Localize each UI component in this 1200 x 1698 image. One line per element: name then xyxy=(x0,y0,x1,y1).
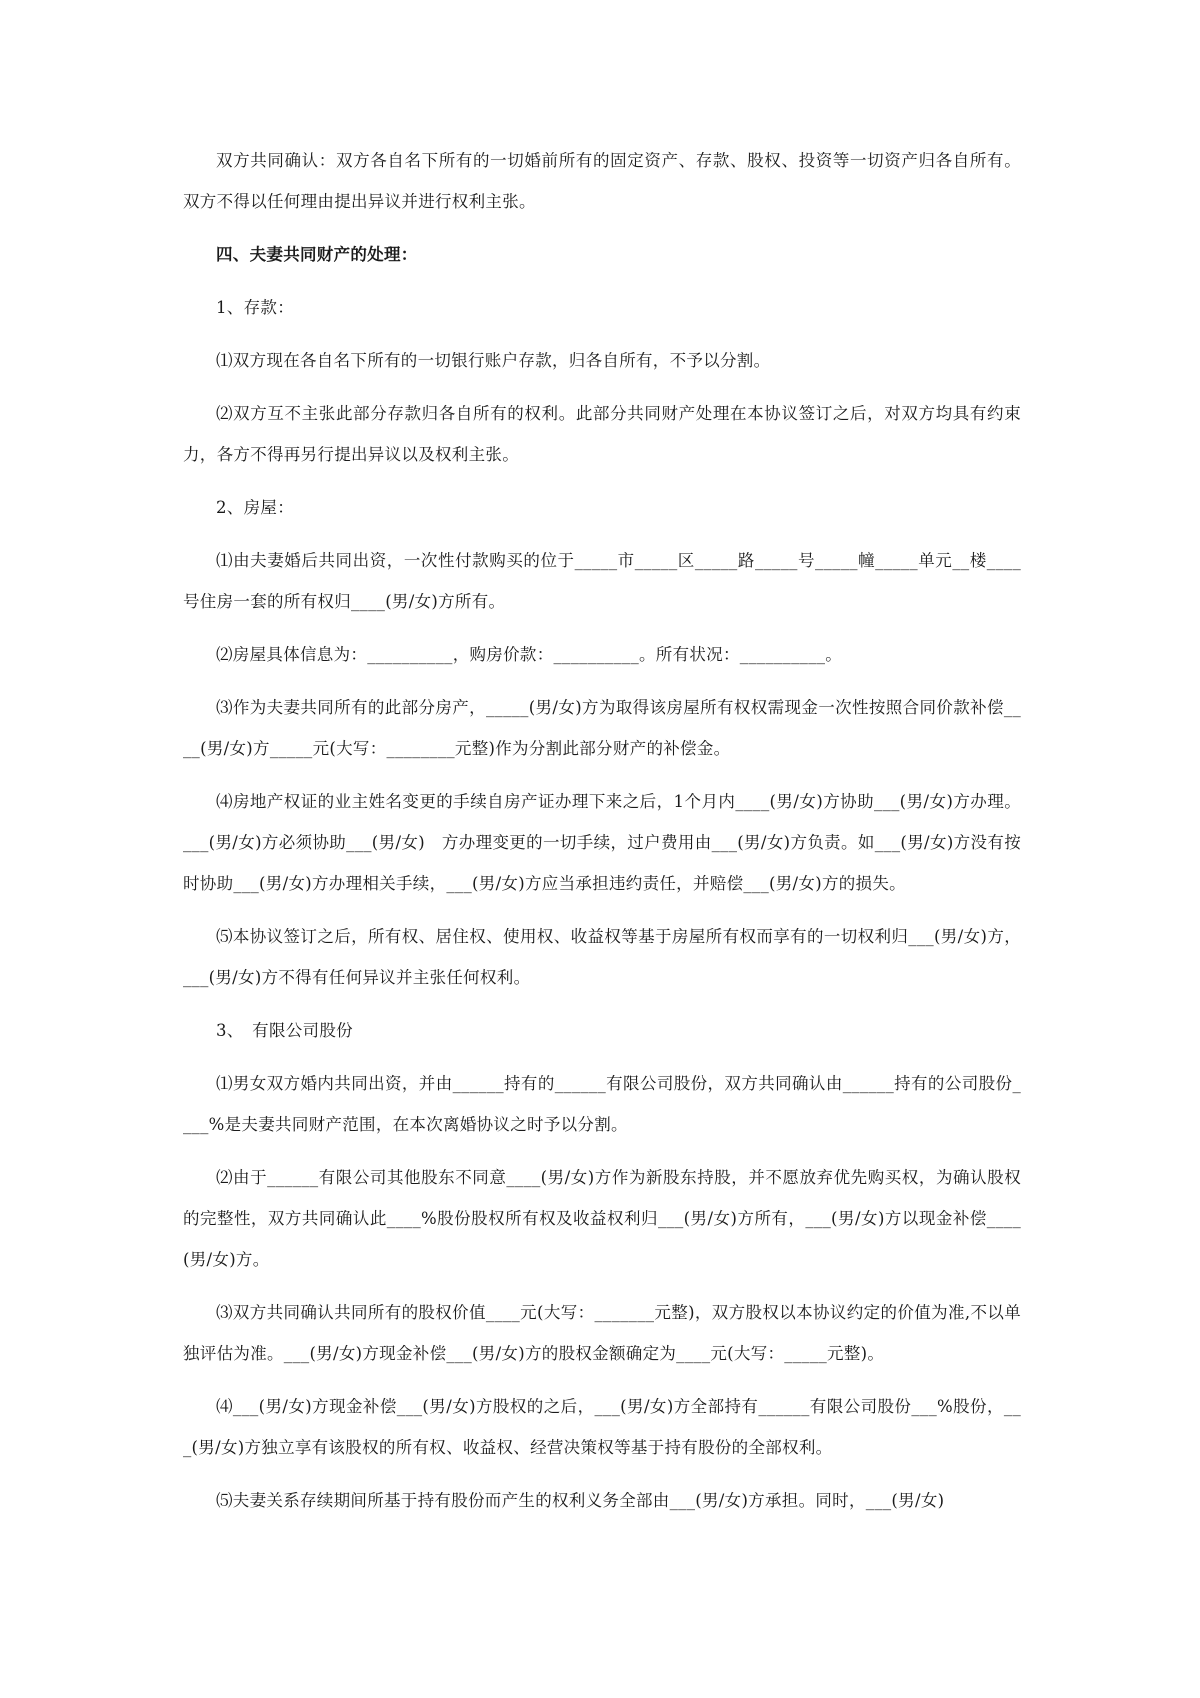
paragraph-house-3: ⑶作为夫妻共同所有的此部分房产，_____(男/女)方为取得该房屋所有权权需现金一次性按照合同价款补偿____(男/女)方_____元(大写：________元整)作为分割此部分财产的补偿金。 xyxy=(183,698,1021,758)
paragraph-house-4: ⑷房地产权证的业主姓名变更的手续自房产证办理下来之后，1个月内____(男/女)方协助___(男/女)方办理。___(男/女)方必须协助___(男/女) 方办理变更的一切手续，过户费用由___(男/女)方负责。如___(男/女)方没有按时协助___(男/女)方办理相关手续，___(男/女)方应当承担违约责任，并赔偿___(男/女)方的损失。 xyxy=(183,792,1021,893)
section-heading-joint-property: 四、夫妻共同财产的处理： xyxy=(216,245,418,264)
subheading-company-shares: 3、 有限公司股份 xyxy=(216,1021,353,1040)
paragraph-premarital-assets: 双方共同确认：双方各自名下所有的一切婚前所有的固定资产、存款、股权、投资等一切资产归各自所有。双方不得以任何理由提出异议并进行权利主张。 xyxy=(183,151,1021,211)
paragraph-shares-3: ⑶双方共同确认共同所有的股权价值____元(大写：_______元整)，双方股权以本协议约定的价值为准,不以单独评估为准。___(男/女)方现金补偿___(男/女)方的股权金额确定为____元(大写：_____元整)。 xyxy=(183,1303,1021,1363)
paragraph-deposits-1: ⑴双方现在各自名下所有的一切银行账户存款，归各自所有，不予以分割。 xyxy=(216,351,771,370)
paragraph-shares-5: ⑸夫妻关系存续期间所基于持有股份而产生的权利义务全部由___(男/女)方承担。同时，___(男/女) xyxy=(216,1491,945,1510)
paragraph-deposits-2: ⑵双方互不主张此部分存款归各自所有的权利。此部分共同财产处理在本协议签订之后，对双方均具有约束力，各方不得再另行提出异议以及权利主张。 xyxy=(183,404,1021,464)
subheading-house: 2、房屋： xyxy=(216,498,294,517)
paragraph-shares-2: ⑵由于______有限公司其他股东不同意____(男/女)方作为新股东持股，并不愿放弃优先购买权，为确认股权的完整性，双方共同确认此____%股份股权所有权及收益权利归___(男/女)方所有，___(男/女)方以现金补偿____(男/女)方。 xyxy=(183,1168,1021,1269)
paragraph-house-5: ⑸本协议签订之后，所有权、居住权、使用权、收益权等基于房屋所有权而享有的一切权利归___(男/女)方，___(男/女)方不得有任何异议并主张任何权利。 xyxy=(183,927,1021,987)
document-body xyxy=(183,140,1021,1533)
paragraph-house-1: ⑴由夫妻婚后共同出资，一次性付款购买的位于_____市_____区_____路_____号_____幢_____单元__楼____号住房一套的所有权归____(男/女)方所有。 xyxy=(183,551,1021,611)
paragraph-shares-1: ⑴男女双方婚内共同出资，并由______持有的______有限公司股份，双方共同确认由______持有的公司股份____%是夫妻共同财产范围，在本次离婚协议之时予以分割。 xyxy=(183,1074,1021,1134)
subheading-deposits: 1、存款： xyxy=(216,298,294,317)
paragraph-shares-4: ⑷___(男/女)方现金补偿___(男/女)方股权的之后，___(男/女)方全部持有______有限公司股份___%股份，___(男/女)方独立享有该股权的所有权、收益权、经营决策权等基于持有股份的全部权利。 xyxy=(183,1397,1021,1457)
paragraph-house-2: ⑵房屋具体信息为：__________，购房价款：__________。所有状况：__________。 xyxy=(216,645,843,664)
